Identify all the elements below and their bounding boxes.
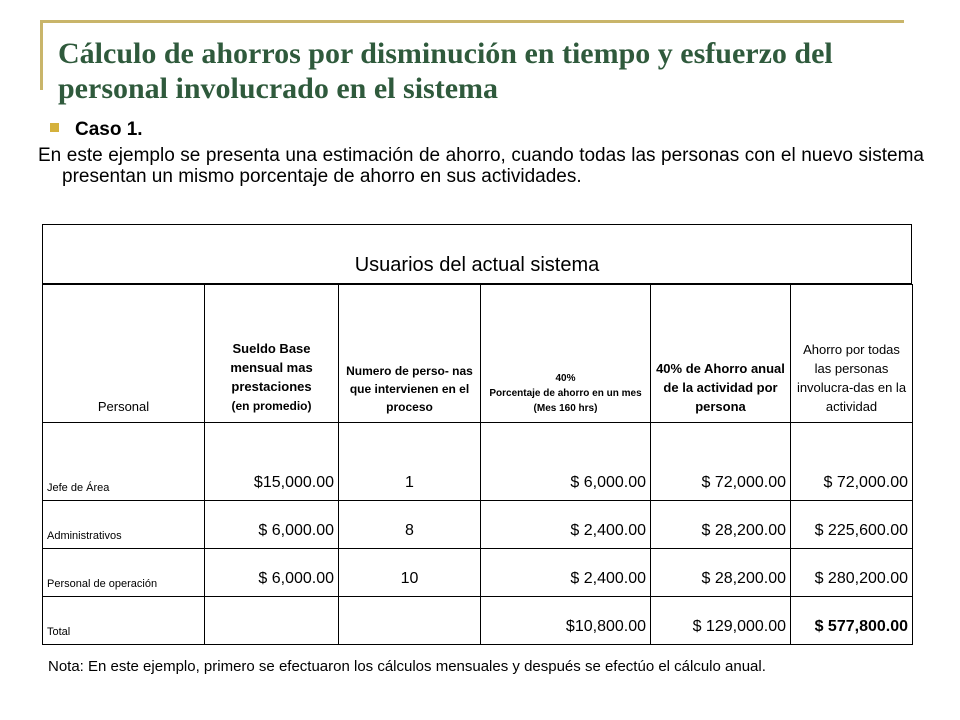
row-label: Jefe de Área bbox=[43, 423, 205, 501]
total-label: Total bbox=[43, 597, 205, 645]
header-anual: 40% de Ahorro anual de la actividad por persona bbox=[651, 285, 791, 423]
cell-numero: 10 bbox=[339, 549, 481, 597]
cell-empty bbox=[205, 597, 339, 645]
intro-paragraph: En este ejemplo se presenta una estimación de ahorro, cuando todas las personas con el nuevo sistema presentan un mismo porcentaje de ahorro en sus actividades. bbox=[38, 145, 924, 187]
cell-total: $ 225,600.00 bbox=[791, 501, 913, 549]
cell-anual: $ 72,000.00 bbox=[651, 423, 791, 501]
table-row bbox=[43, 549, 913, 597]
cell-mes: $ 2,400.00 bbox=[481, 501, 651, 549]
footnote: Nota: En este ejemplo, primero se efectuaron los cálculos mensuales y después se efectúo el cálculo anual. bbox=[48, 658, 766, 675]
header-total: Ahorro por todas las personas involucra-das en la actividad bbox=[791, 285, 913, 423]
table-banner-label: Usuarios del actual sistema bbox=[354, 254, 600, 276]
cell-empty bbox=[339, 597, 481, 645]
cell-sueldo: $ 6,000.00 bbox=[205, 501, 339, 549]
cell-anual: $ 28,200.00 bbox=[651, 501, 791, 549]
row-label: Administrativos bbox=[43, 501, 205, 549]
cell-mes: $ 6,000.00 bbox=[481, 423, 651, 501]
cell-total: $ 280,200.00 bbox=[791, 549, 913, 597]
table-row bbox=[43, 423, 913, 501]
cell-sueldo: $ 6,000.00 bbox=[205, 549, 339, 597]
slide-title: Cálculo de ahorros por disminución en tiempo y esfuerzo del personal involucrado en el sistema bbox=[58, 37, 833, 105]
cell-numero: 8 bbox=[339, 501, 481, 549]
header-numero: Numero de perso- nas que intervienen en el proceso bbox=[339, 285, 481, 423]
cell-numero: 1 bbox=[339, 423, 481, 501]
cell-total: $ 72,000.00 bbox=[791, 423, 913, 501]
cell-mes: $ 2,400.00 bbox=[481, 549, 651, 597]
total-mes: $10,800.00 bbox=[481, 597, 651, 645]
total-row bbox=[43, 597, 913, 645]
square-bullet-icon bbox=[50, 123, 59, 132]
header-porcentaje: 40% Porcentaje de ahorro en un mes (Mes 160 hrs) bbox=[481, 285, 651, 423]
title-frame-left-line bbox=[40, 20, 43, 90]
row-label: Personal de operación bbox=[43, 549, 205, 597]
total-anual: $ 129,000.00 bbox=[651, 597, 791, 645]
header-sueldo: Sueldo Base mensual mas prestaciones (en promedio) bbox=[205, 285, 339, 423]
header-personal: Personal bbox=[43, 285, 205, 423]
savings-table bbox=[42, 224, 912, 645]
header-row bbox=[43, 285, 913, 423]
total-total: $ 577,800.00 bbox=[791, 597, 913, 645]
cell-anual: $ 28,200.00 bbox=[651, 549, 791, 597]
cell-sueldo: $15,000.00 bbox=[205, 423, 339, 501]
table-row bbox=[43, 501, 913, 549]
table-banner bbox=[42, 224, 912, 284]
title-frame-top-line bbox=[40, 20, 904, 23]
case-bullet bbox=[50, 119, 143, 141]
case-label: Caso 1. bbox=[75, 119, 143, 140]
